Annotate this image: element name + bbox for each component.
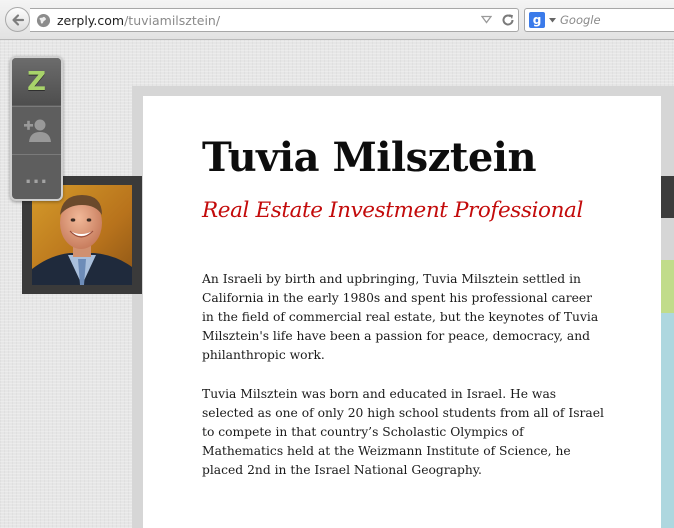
zerply-home-button[interactable] — [12, 58, 61, 105]
side-accent-green — [660, 260, 674, 313]
reload-icon[interactable] — [501, 13, 515, 27]
profile-headline: Real Estate Investment Professional — [202, 198, 583, 223]
zerply-toolbar — [10, 56, 63, 201]
add-user-icon — [22, 117, 52, 143]
url-path: /tuviamilsztein/ — [124, 13, 221, 28]
url-domain: zerply.com — [57, 13, 125, 28]
url-text — [57, 13, 220, 28]
google-engine-icon[interactable]: g — [529, 12, 545, 28]
bio-paragraph-1: An Israeli by birth and upbringing, Tuvia Milsztein settled in California in the early 1980s and spent his professional career in the field of commercial real estate, but the keynotes of Tuvia Milsztein's life have been a passion for peace, democracy, and philanthropic work. — [202, 272, 599, 362]
zerply-logo-icon: Z — [27, 66, 46, 97]
more-options-button[interactable] — [12, 154, 61, 201]
side-accent-blue — [660, 313, 674, 528]
globe-icon — [36, 13, 51, 28]
bio-paragraph-2: Tuvia Milsztein was born and educated in Israel. He was selected as one of only 20 high school students from all of Israel to compete in that country’s Scholastic Olympics of Mathematics held at the Weizmann Institute of Science, he placed 2nd in the Israel National Geography. — [202, 387, 604, 477]
back-button[interactable] — [5, 7, 30, 32]
search-placeholder: Google — [560, 13, 601, 27]
more-dots-icon: ... — [24, 167, 49, 188]
add-contact-button[interactable] — [12, 106, 61, 153]
address-bar[interactable] — [30, 8, 519, 32]
back-arrow-icon — [11, 13, 25, 27]
profile-card — [143, 96, 661, 528]
engine-dropdown-icon[interactable] — [549, 18, 556, 23]
browser-toolbar — [0, 0, 674, 40]
side-accent-dark — [660, 176, 674, 218]
history-dropdown-icon[interactable] — [481, 15, 492, 24]
profile-name: Tuvia Milsztein — [202, 134, 537, 181]
search-bar[interactable] — [524, 8, 674, 32]
